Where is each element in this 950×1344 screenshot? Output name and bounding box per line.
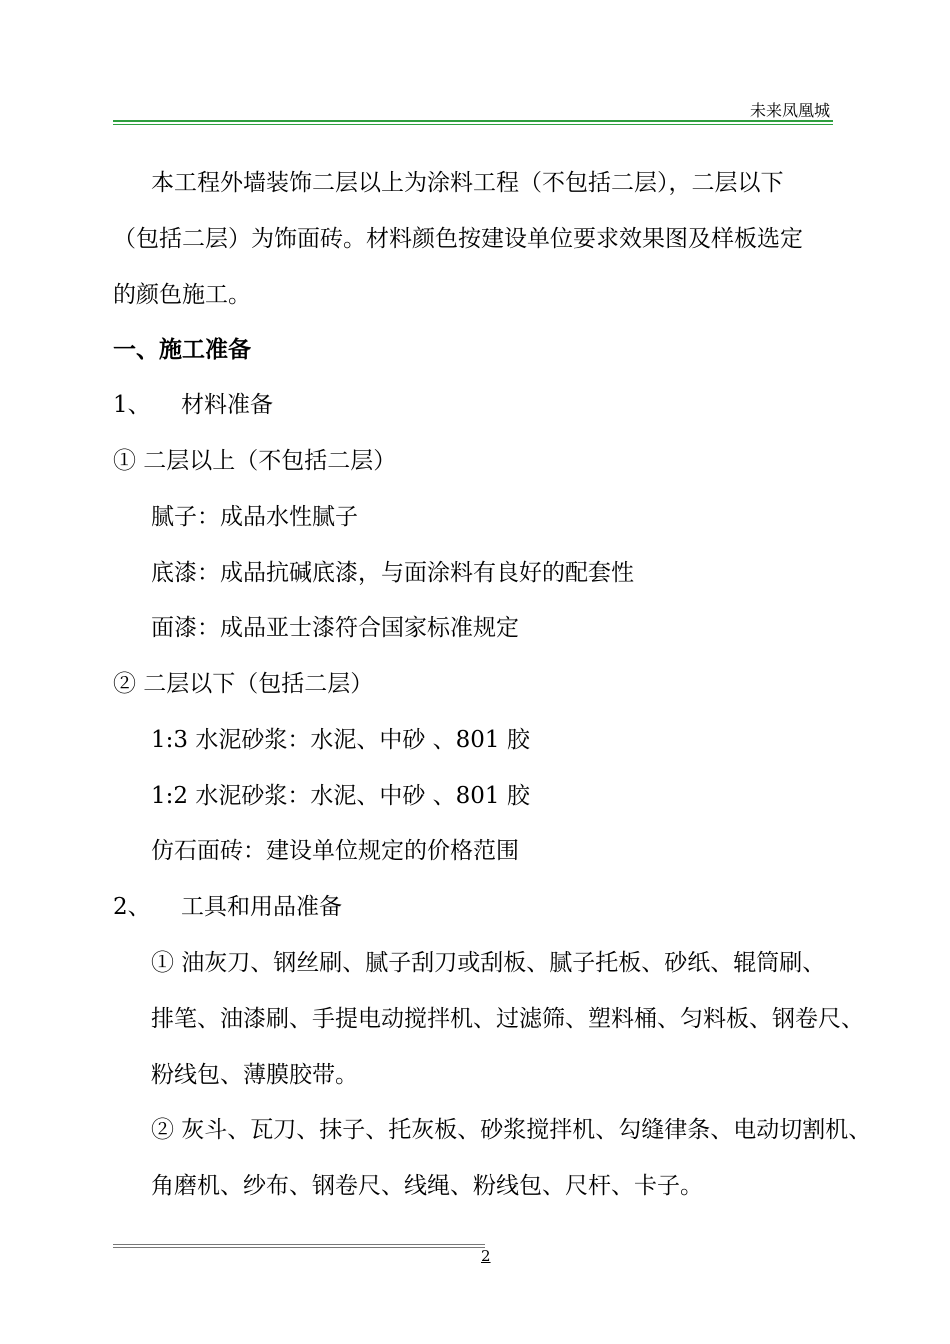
material-line: 1:3 水泥砂浆：水泥、中砂 、801 胶 bbox=[151, 727, 530, 753]
item-1-heading bbox=[113, 391, 873, 419]
item-2-title: 工具和用品准备 bbox=[181, 894, 342, 920]
section-heading: 一、施工准备 bbox=[113, 336, 251, 363]
header-divider bbox=[113, 120, 833, 125]
tools-paragraph-line: 粉线包、薄膜胶带。 bbox=[151, 1062, 358, 1088]
tools-paragraph-line: 角磨机、纱布、钢卷尺、线绳、粉线包、尺杆、卡子。 bbox=[151, 1173, 703, 1199]
intro-line-3: 的颜色施工。 bbox=[113, 282, 251, 308]
item-1-number: 1、 bbox=[113, 392, 151, 418]
page-number: 2 bbox=[481, 1247, 491, 1265]
tools-paragraph-line: ① 油灰刀、钢丝刷、腻子刮刀或刮板、腻子托板、砂纸、辊筒刷、 bbox=[151, 950, 826, 976]
header-title: 未来凤凰城 bbox=[749, 101, 830, 120]
intro-line-1: 本工程外墙装饰二层以上为涂料工程（不包括二层），二层以下 bbox=[151, 170, 784, 196]
subsection-1-heading: ① 二层以上（不包括二层） bbox=[113, 448, 397, 474]
material-line: 面漆：成品亚士漆符合国家标准规定 bbox=[151, 615, 519, 641]
tools-paragraph-line: 排笔、油漆刷、手提电动搅拌机、过滤筛、塑料桶、匀料板、钢卷尺、 bbox=[151, 1006, 864, 1032]
footer-divider bbox=[113, 1244, 485, 1248]
tools-paragraph-line: ② 灰斗、瓦刀、抹子、托灰板、砂浆搅拌机、勾缝律条、电动切割机、 bbox=[151, 1117, 872, 1143]
item-2-number: 2、 bbox=[113, 894, 151, 920]
material-line: 腻子：成品水性腻子 bbox=[151, 504, 358, 530]
material-line: 1:2 水泥砂浆：水泥、中砂 、801 胶 bbox=[151, 783, 530, 809]
item-1-title: 材料准备 bbox=[181, 392, 273, 418]
subsection-2-heading: ② 二层以下（包括二层） bbox=[113, 671, 374, 697]
intro-line-2: （包括二层）为饰面砖。材料颜色按建设单位要求效果图及样板选定 bbox=[113, 226, 803, 252]
item-2-heading bbox=[113, 893, 873, 921]
material-line: 仿石面砖：建设单位规定的价格范围 bbox=[151, 838, 519, 864]
material-line: 底漆：成品抗碱底漆，与面涂料有良好的配套性 bbox=[151, 560, 634, 586]
